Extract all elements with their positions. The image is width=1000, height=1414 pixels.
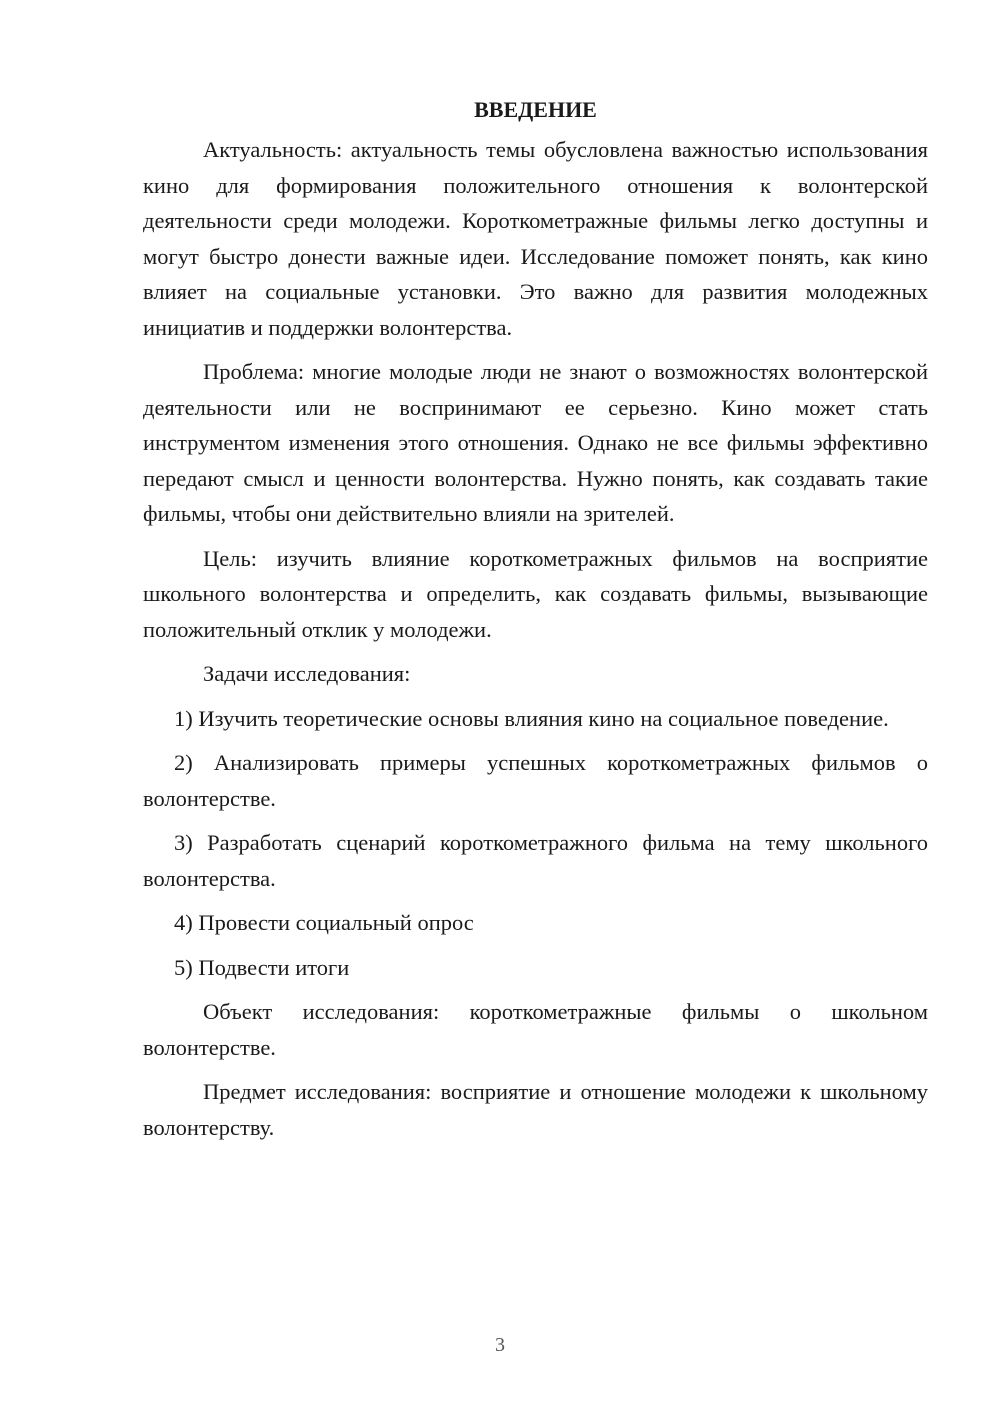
page-title: ВВЕДЕНИЕ: [474, 97, 597, 122]
document-page: [143, 92, 928, 1154]
relevance-paragraph: Актуальность: актуальность темы обусловлена важностью использования кино для формирования положительного отношения к волонтерской деятельности среди молодежи. Короткометражные фильмы легко доступны и могут быстро донести важные идеи. Исследование поможет понять, как кино влияет на социальные установки. Это важно для развития молодежных инициатив и поддержки волонтерства.: [143, 137, 928, 340]
object-paragraph: Объект исследования: короткометражные фильмы о школьном волонтерстве.: [143, 999, 928, 1060]
task-item-4: 4) Провести социальный опрос: [174, 910, 474, 935]
task-item-5: 5) Подвести итоги: [174, 954, 350, 980]
subject-paragraph: Предмет исследования: восприятие и отношение молодежи к школьному волонтерству.: [143, 1079, 928, 1140]
task-item-2: 2) Анализировать примеры успешных короткометражных фильмов о волонтерстве.: [143, 750, 928, 811]
problem-paragraph: Проблема: многие молодые люди не знают о возможностях волонтерской деятельности или не воспринимают ее серьезно. Кино может стать инструментом изменения этого отношения. Однако не все фильмы эффективно передают смысл и ценности волонтерства. Нужно понять, как создавать такие фильмы, чтобы они действительно влияли на зрителей.: [143, 359, 928, 526]
goal-paragraph: Цель: изучить влияние короткометражных фильмов на восприятие школьного волонтерства и определить, как создавать фильмы, вызывающие положительный отклик у молодежи.: [143, 545, 928, 642]
page-number: 3: [495, 1334, 505, 1356]
tasks-heading: Задачи исследования:: [203, 661, 411, 686]
task-item-3: 3) Разработать сценарий короткометражного фильма на тему школьного волонтерства.: [143, 830, 928, 891]
task-item-1: 1) Изучить теоретические основы влияния кино на социальное поведение.: [174, 705, 889, 731]
